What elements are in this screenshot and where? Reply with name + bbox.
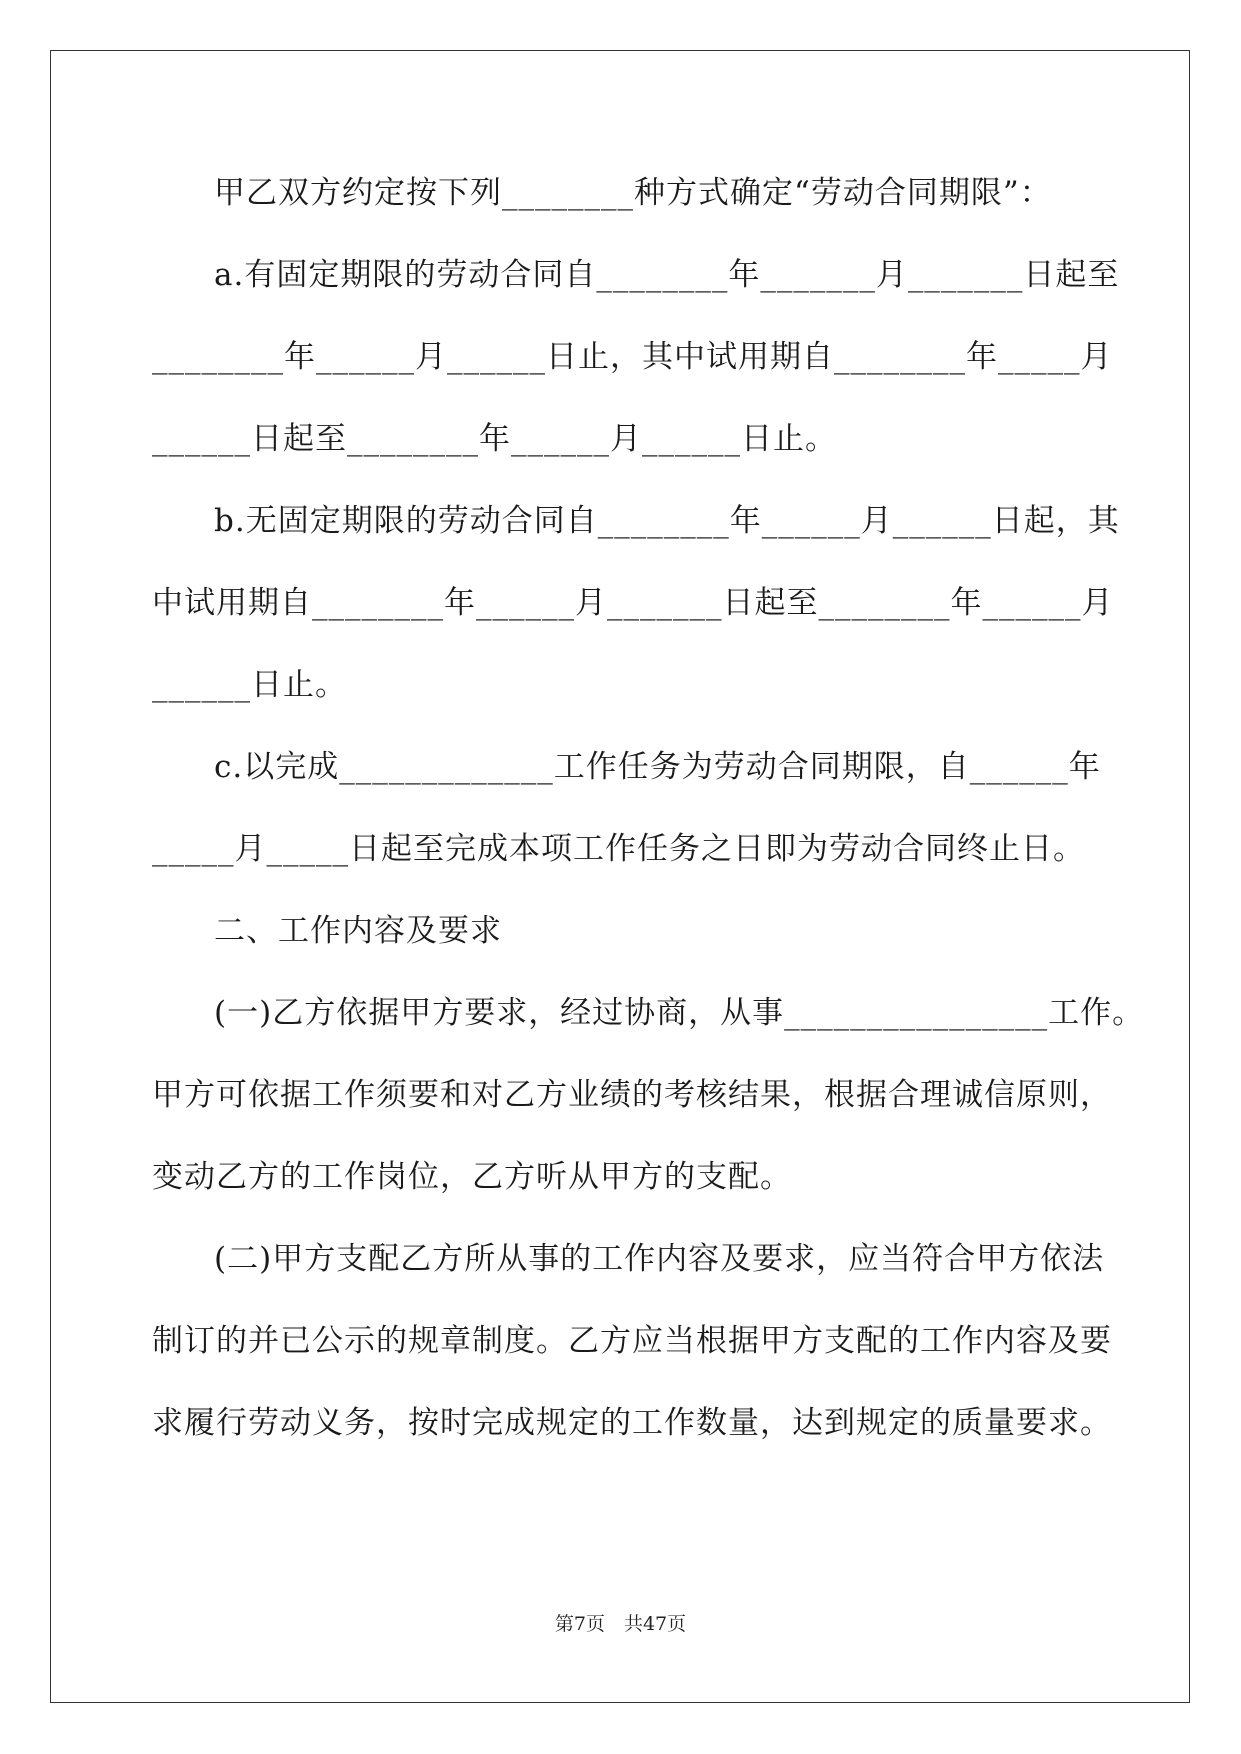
paragraph-task-term: c.以完成_____________工作任务为劳动合同期限，自______年 — [214, 749, 1101, 785]
paragraph-fixed-term-cont: ________年______月______日止，其中试用期自________年_____月 — [152, 339, 1113, 375]
paragraph-fixed-term: a.有固定期限的劳动合同自________年_______月_______日起至 — [214, 257, 1120, 293]
paragraph-term-method: 甲乙双方约定按下列________种方式确定“劳动合同期限”： — [214, 175, 1052, 211]
paragraph-open-term-cont: 中试用期自________年______月_______日起至________年______月 — [152, 585, 1114, 621]
paragraph-fixed-term-end: ______日起至________年______月______日止。 — [152, 421, 837, 457]
paragraph-clause-2-cont: 制订的并已公示的规章制度。乙方应当根据甲方支配的工作内容及要 — [152, 1323, 1112, 1359]
section-heading-work-content: 二、工作内容及要求 — [214, 913, 502, 949]
page-number: 第7页 共47页 — [554, 1613, 687, 1635]
paragraph-open-term: b.无固定期限的劳动合同自________年______月______日起，其 — [214, 503, 1120, 539]
document-body — [152, 152, 1145, 1464]
paragraph-clause-1: (一)乙方依据甲方要求，经过协商，从事________________工作。 — [214, 995, 1145, 1031]
paragraph-open-term-end: ______日止。 — [152, 667, 347, 703]
paragraph-clause-1-end: 变动乙方的工作岗位，乙方听从甲方的支配。 — [152, 1159, 792, 1195]
paragraph-task-term-cont: _____月_____日起至完成本项工作任务之日即为劳动合同终止日。 — [152, 831, 1085, 867]
paragraph-clause-2: (二)甲方支配乙方所从事的工作内容及要求，应当符合甲方依法 — [214, 1241, 1105, 1277]
paragraph-clause-1-cont: 甲方可依据工作须要和对乙方业绩的考核结果，根据合理诚信原则， — [152, 1077, 1112, 1113]
paragraph-clause-2-end: 求履行劳动义务，按时完成规定的工作数量，达到规定的质量要求。 — [152, 1405, 1112, 1441]
